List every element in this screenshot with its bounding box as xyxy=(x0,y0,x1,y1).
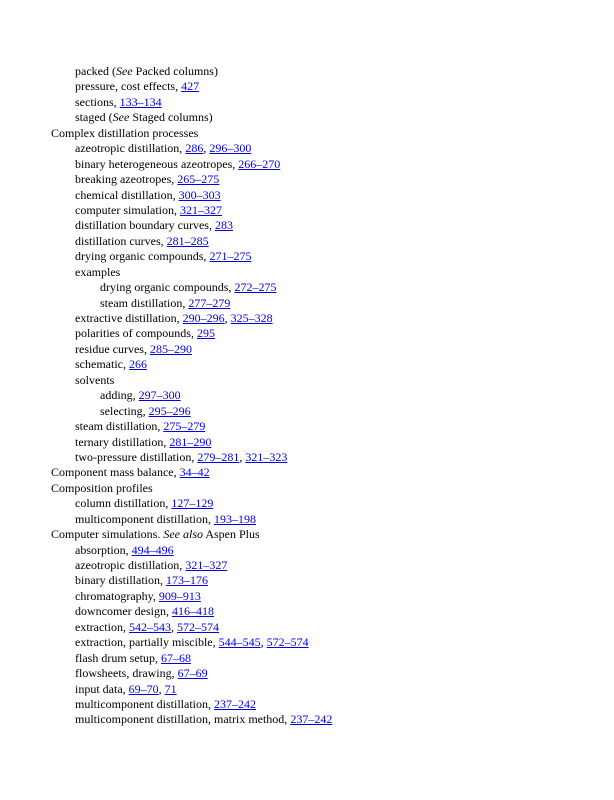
index-subsubentry xyxy=(0,296,614,311)
index-subentry xyxy=(0,265,614,280)
page-reference-link[interactable]: 295–296 xyxy=(148,403,191,418)
page-reference-link[interactable]: 67–69 xyxy=(177,666,208,681)
page-reference-link[interactable]: 193–198 xyxy=(214,511,256,526)
index-term-text: , xyxy=(239,449,246,464)
index-subentry xyxy=(0,558,614,573)
index-term-text: steam distillation, xyxy=(75,419,164,434)
index-term-text: distillation curves, xyxy=(75,233,167,248)
index-term-text: drying organic compounds, xyxy=(75,249,210,264)
page-reference-link[interactable]: 266 xyxy=(128,357,147,372)
page-reference-link[interactable]: 173–176 xyxy=(166,573,208,588)
index-term-text: Component mass balance, xyxy=(51,465,180,480)
page-reference-link[interactable]: 427 xyxy=(181,79,200,94)
page-reference-link[interactable]: 283 xyxy=(214,218,233,233)
index-entry xyxy=(0,527,614,542)
page-reference-link[interactable]: 279–281 xyxy=(197,449,240,464)
page-reference-link[interactable]: 544–545 xyxy=(218,635,261,650)
index-term-text: input data, xyxy=(75,681,129,696)
index-term-text: chemical distillation, xyxy=(75,187,179,202)
index-term-text: , xyxy=(170,619,177,634)
page-reference-link[interactable]: 572–574 xyxy=(266,635,309,650)
index-subentry xyxy=(0,326,614,341)
index-subentry xyxy=(0,373,614,388)
index-subentry xyxy=(0,651,614,666)
page-reference-link[interactable]: 321–327 xyxy=(185,558,228,572)
index-term-text: multicomponent distillation, matrix method, xyxy=(75,712,291,727)
index-term-text: steam distillation, xyxy=(100,295,189,310)
index-term-text: polarities of compounds, xyxy=(75,326,197,341)
index-subentry xyxy=(0,512,614,527)
page-reference-link[interactable]: 321–323 xyxy=(245,449,288,464)
index-entry xyxy=(0,465,614,480)
page-reference-link[interactable]: 285–290 xyxy=(149,341,192,356)
page-reference-link[interactable]: 275–279 xyxy=(163,419,206,434)
index-term-text: , xyxy=(203,141,210,156)
cross-reference-label: See also xyxy=(163,527,203,542)
index-subentry xyxy=(0,589,614,604)
index-term-text: binary distillation, xyxy=(75,573,166,588)
index-subentry xyxy=(0,64,614,79)
index-term-text: multicomponent distillation, xyxy=(75,511,214,526)
index-subentry xyxy=(0,573,614,588)
index-term-text: azeotropic distillation, xyxy=(75,141,186,156)
index-subentry xyxy=(0,110,614,125)
page-reference-link[interactable]: 265–275 xyxy=(177,172,220,187)
index-subentry xyxy=(0,157,614,172)
index-subentry xyxy=(0,95,614,110)
index-term-text: selecting, xyxy=(100,403,149,418)
index-term-text: ternary distillation, xyxy=(75,434,170,449)
index-subentry xyxy=(0,249,614,264)
index-term-text: schematic, xyxy=(75,357,129,372)
index-term-text: Composition profiles xyxy=(51,480,153,495)
index-subentry xyxy=(0,496,614,511)
index-subentry xyxy=(0,435,614,450)
index-subentry xyxy=(0,311,614,326)
index-term-text: two-pressure distillation, xyxy=(75,449,198,464)
index-term-text: absorption, xyxy=(75,542,132,557)
index-term-text: breaking azeotropes, xyxy=(75,172,178,187)
index-term-text: flash drum setup, xyxy=(75,650,161,665)
index-term-text: drying organic compounds, xyxy=(100,280,235,295)
index-term-text: multicomponent distillation, xyxy=(75,696,214,711)
page-reference-link[interactable]: 127–129 xyxy=(171,496,214,511)
page-reference-link[interactable]: 271–275 xyxy=(209,249,252,264)
index-term-text: extractive distillation, xyxy=(75,311,183,325)
cross-reference-label: See xyxy=(115,64,133,78)
index-subentry xyxy=(0,543,614,558)
index-subentry xyxy=(0,188,614,203)
index-term-text: , xyxy=(158,681,165,696)
index-subentry xyxy=(0,172,614,187)
page-reference-link[interactable]: 34–42 xyxy=(179,465,210,480)
index-term-text: pressure, cost effects, xyxy=(75,79,182,94)
index-term-text: extraction, xyxy=(75,619,129,634)
index-term-text: flowsheets, drawing, xyxy=(75,666,178,681)
index-term-text: examples xyxy=(75,264,121,279)
index-term-text: sections, xyxy=(75,94,120,109)
page-reference-link[interactable]: 325–328 xyxy=(230,311,273,325)
index-term-text: binary heterogeneous azeotropes, xyxy=(75,156,239,171)
index-subentry xyxy=(0,203,614,218)
index-subentry xyxy=(0,604,614,619)
page-reference-link[interactable]: 133–134 xyxy=(119,94,162,109)
index-subentry xyxy=(0,666,614,681)
index-subsubentry xyxy=(0,404,614,419)
index-entry xyxy=(0,126,614,141)
index-term-text: Aspen Plus xyxy=(203,527,260,542)
page-reference-link[interactable]: 281–290 xyxy=(169,434,212,449)
page-reference-link[interactable]: 416–418 xyxy=(171,604,214,619)
index-term-text: distillation boundary curves, xyxy=(75,218,215,233)
index-subentry xyxy=(0,697,614,712)
page-reference-link[interactable]: 281–285 xyxy=(166,233,209,248)
page-reference-link[interactable]: 71 xyxy=(164,681,177,696)
index-term-text: chromatography, xyxy=(75,588,159,603)
page-reference-link[interactable]: 237–242 xyxy=(214,696,256,711)
page-reference-link[interactable]: 295 xyxy=(196,326,215,341)
page-reference-link[interactable]: 297–300 xyxy=(138,388,181,403)
index-subentry xyxy=(0,357,614,372)
page-reference-link[interactable]: 300–303 xyxy=(178,187,221,202)
index-subentry xyxy=(0,620,614,635)
index-term-text: staged ( xyxy=(75,110,113,125)
index-subentry xyxy=(0,218,614,233)
index-subentry xyxy=(0,682,614,697)
page-reference-link[interactable]: 909–913 xyxy=(158,588,201,603)
index-subentry xyxy=(0,342,614,357)
index-term-text: Packed columns) xyxy=(132,64,218,78)
page-reference-link[interactable]: 572–574 xyxy=(176,619,219,634)
page-reference-link[interactable]: 321–327 xyxy=(179,202,222,217)
index-subentry xyxy=(0,419,614,434)
page-reference-link[interactable]: 494–496 xyxy=(131,542,174,557)
index-subentry xyxy=(0,635,614,650)
index-term-text: azeotropic distillation, xyxy=(75,558,186,572)
index-entry xyxy=(0,481,614,496)
index-term-text: , xyxy=(224,311,231,325)
index-term-text: packed ( xyxy=(75,64,116,78)
index-subentry xyxy=(0,450,614,465)
index-term-text: residue curves, xyxy=(75,341,150,356)
index-subsubentry xyxy=(0,280,614,295)
page-reference-link[interactable]: 67–68 xyxy=(161,650,191,665)
page-reference-link[interactable]: 277–279 xyxy=(188,295,231,310)
page-reference-link[interactable]: 266–270 xyxy=(238,156,281,171)
page-reference-link[interactable]: 296–300 xyxy=(209,141,252,156)
index-term-text: Complex distillation processes xyxy=(51,125,199,140)
page-reference-link[interactable]: 542–543 xyxy=(128,619,171,634)
index-subsubentry xyxy=(0,388,614,403)
index-subentry xyxy=(0,79,614,94)
page-reference-link[interactable]: 69–70 xyxy=(128,681,159,696)
page-reference-link[interactable]: 272–275 xyxy=(234,280,277,295)
index-term-text: column distillation, xyxy=(75,496,172,511)
index-term-text: computer simulation, xyxy=(75,202,180,217)
page-reference-link[interactable]: 286 xyxy=(185,141,204,156)
index-subentry xyxy=(0,712,614,727)
index-term-text: solvents xyxy=(75,372,115,387)
page-reference-link[interactable]: 237–242 xyxy=(290,712,333,727)
index-subentry xyxy=(0,234,614,249)
index-page xyxy=(0,64,614,728)
index-term-text: , xyxy=(260,635,267,650)
index-term-text: Staged columns) xyxy=(129,110,213,125)
index-term-text: adding, xyxy=(100,388,139,403)
index-term-text: extraction, partially miscible, xyxy=(75,635,219,650)
cross-reference-label: See xyxy=(112,110,130,125)
index-term-text: Computer simulations. xyxy=(51,527,164,542)
index-subentry xyxy=(0,141,614,156)
index-term-text: downcomer design, xyxy=(75,604,172,619)
page-reference-link[interactable]: 290–296 xyxy=(182,311,225,325)
